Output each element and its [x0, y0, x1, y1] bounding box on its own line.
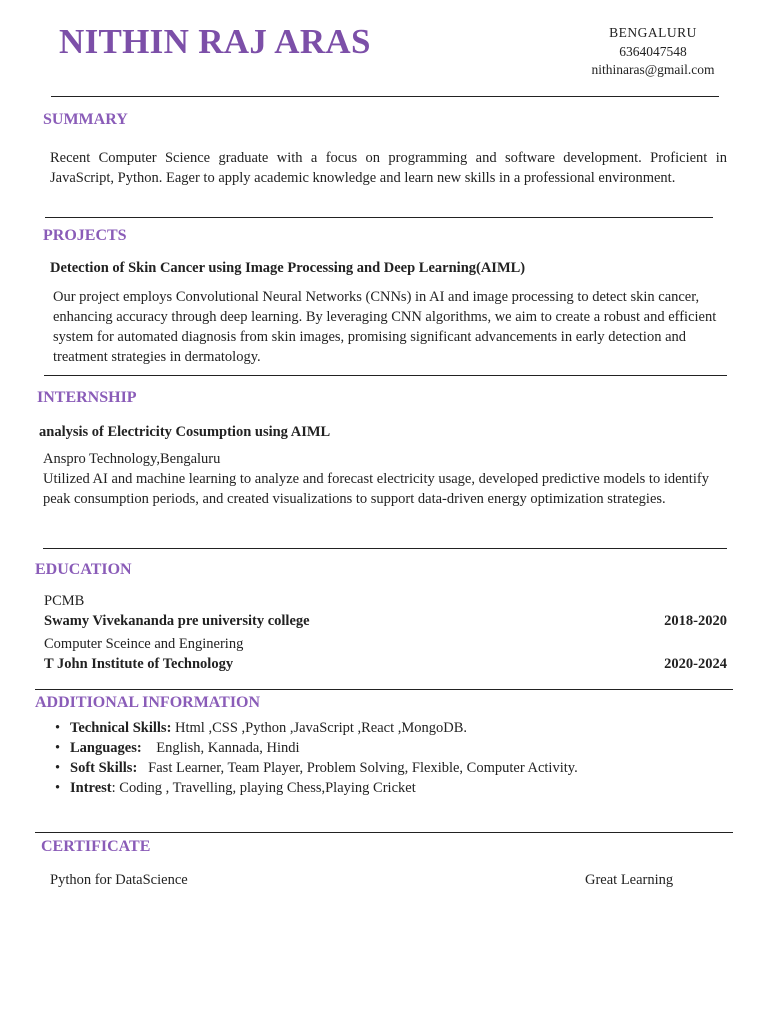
additional-label: Soft Skills:	[70, 760, 138, 776]
education-course-2: Computer Sceince and Enginering	[44, 636, 244, 652]
project-title: Detection of Skin Cancer using Image Processing and Deep Learning(AIML)	[50, 260, 526, 276]
list-item	[70, 738, 578, 758]
projects-heading: PROJECTS	[43, 227, 127, 244]
internship-heading: INTERNSHIP	[37, 389, 137, 406]
projects-divider	[44, 375, 727, 376]
internship-company: Anspro Technology,Bengaluru	[43, 451, 221, 467]
header-divider	[51, 96, 719, 97]
additional-label: Intrest	[70, 780, 112, 796]
education-row-1	[44, 613, 727, 630]
additional-value: English, Kannada, Hindi	[156, 740, 300, 756]
additional-list	[36, 718, 578, 798]
summary-text: Recent Computer Science graduate with a focus on programming and software development. Proficient in JavaScript, Python. Eager to apply academic knowledge and learn new skills in a professional environment.	[50, 150, 727, 186]
education-institution-2: T John Institute of Technology	[44, 656, 234, 672]
education-years-2: 2020-2024	[664, 656, 727, 672]
education-heading: EDUCATION	[35, 561, 132, 578]
additional-heading: ADDITIONAL INFORMATION	[35, 694, 261, 711]
contact-email: nithinaras@gmail.com	[591, 62, 715, 77]
contact-block	[560, 24, 746, 80]
education-divider	[35, 689, 733, 690]
summary-heading: SUMMARY	[43, 111, 128, 128]
additional-value: Fast Learner, Team Player, Problem Solving, Flexible, Computer Activity.	[148, 760, 578, 776]
contact-phone: 6364047548	[619, 43, 687, 59]
contact-city: BENGALURU	[609, 25, 697, 40]
additional-label: Languages:	[70, 740, 142, 756]
internship-description: Utilized AI and machine learning to analyze and forecast electricity usage, developed predictive models to identify peak consumption periods, and created visualizations to support data-driven energy optimization strategies.	[43, 471, 709, 507]
additional-label: Technical Skills:	[70, 720, 172, 736]
list-item	[70, 778, 578, 798]
internship-title: analysis of Electricity Cosumption using AIML	[39, 424, 331, 440]
education-row-2	[44, 656, 727, 673]
education-years-1: 2018-2020	[664, 613, 727, 629]
summary-divider	[45, 217, 713, 218]
certificate-issuer: Great Learning	[585, 872, 674, 888]
certificate-name: Python for DataScience	[50, 872, 188, 888]
certificate-heading: CERTIFICATE	[41, 838, 151, 855]
internship-divider	[43, 548, 727, 549]
candidate-name: NITHIN RAJ ARAS	[59, 22, 371, 61]
list-item	[70, 718, 578, 738]
additional-value: : Coding , Travelling, playing Chess,Playing Cricket	[111, 780, 416, 796]
list-item	[70, 758, 578, 778]
additional-value: Html ,CSS ,Python ,JavaScript ,React ,MongoDB.	[175, 720, 468, 736]
education-institution-1: Swamy Vivekananda pre university college	[44, 613, 310, 629]
project-description: Our project employs Convolutional Neural Networks (CNNs) in AI and image processing to detect skin cancer, enhancing accuracy through deep learning. By leveraging CNN algorithms, we aim to create a robust and efficient system for automated diagnosis from skin images, promising significant advancements in early detection and treatment strategies in dermatology.	[53, 289, 717, 365]
additional-divider	[35, 832, 733, 833]
education-course-1: PCMB	[44, 593, 85, 609]
